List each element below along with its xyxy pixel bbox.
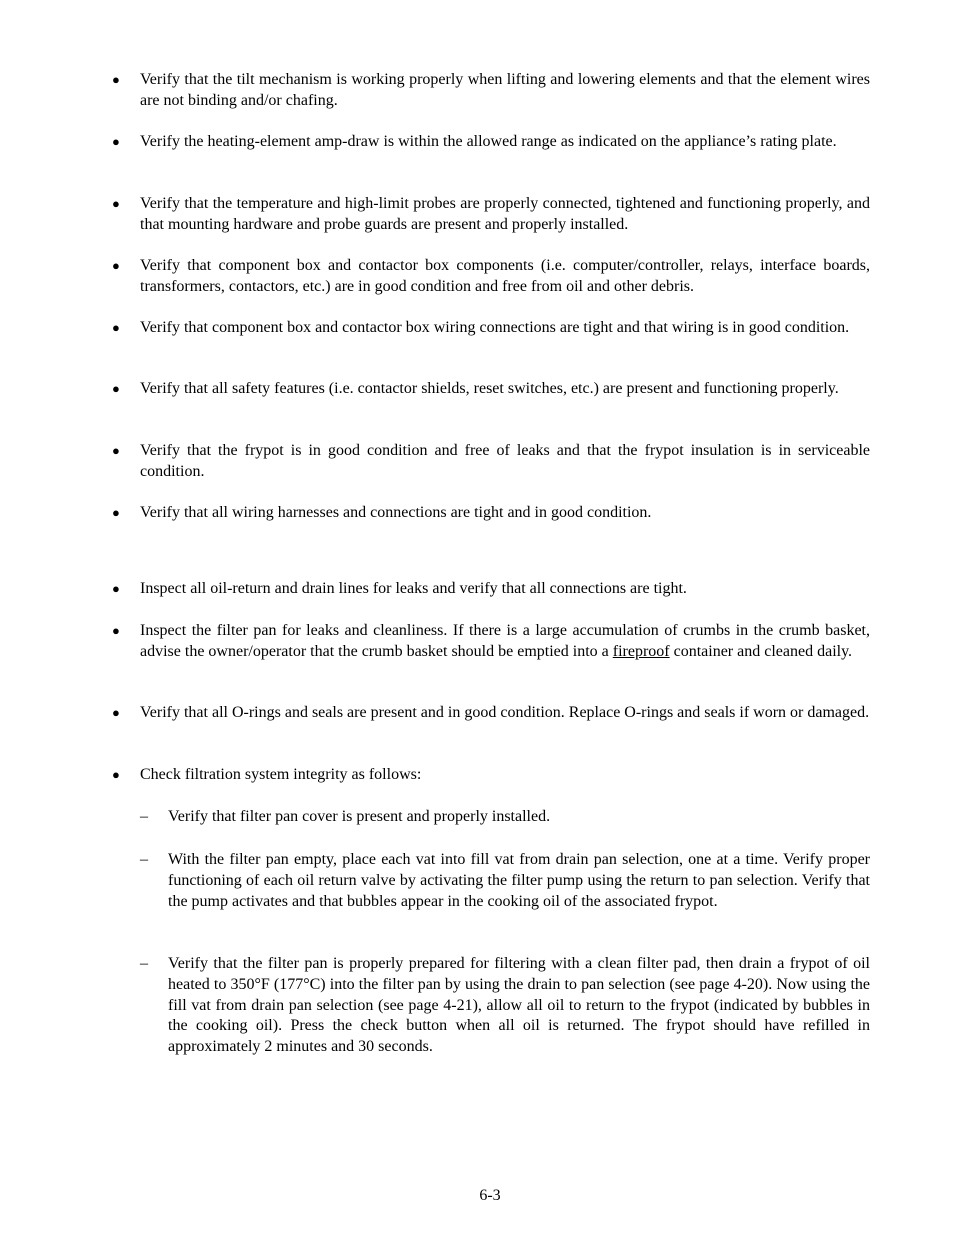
fireproof-emphasis: fireproof [612,642,670,660]
list-item [108,379,870,400]
sub-list-item-text: With the filter pan empty, place each vat into fill vat from drain pan selection, one at a time. Verify proper functioning of each oil return valve by activating the filter pump using the return to pan selection. Verify that the pump activates and that bubbles appear in the cooking oil of the associated frypot. [168,851,870,910]
dash-icon: – [140,851,148,868]
bullet-icon: ● [112,134,120,149]
sub-list-item [140,850,870,912]
list-item [108,441,870,483]
list-item-text: Verify the heating-element amp-draw is within the allowed range as indicated on the appliance’s rating plate. [140,133,837,150]
sub-list-item [140,954,870,1058]
list-item [108,621,870,663]
list-item-text: Verify that all wiring harnesses and connections are tight and in good condition. [140,504,652,521]
list-item [108,765,870,786]
list-item [108,579,870,600]
list-item-text: Check filtration system integrity as follows: [140,766,422,783]
list-item-text: Verify that the temperature and high-limit probes are properly connected, tightened and functioning properly, and that mounting hardware and probe guards are present and properly installed. [140,195,870,233]
sub-list-item [140,807,870,828]
list-item-text: Verify that component box and contactor box wiring connections are tight and that wiring is in good condition. [140,319,850,336]
bullet-icon: ● [112,623,120,638]
bullet-icon: ● [112,443,120,458]
page-number: 6-3 [479,1187,501,1204]
filter-pan-text-end: container and cleaned daily. [669,642,853,660]
bullet-icon: ● [112,381,120,396]
bullet-icon: ● [112,72,120,87]
list-item-text: Verify that the frypot is in good condition and free of leaks and that the frypot insulation is in serviceable condition. [140,442,870,480]
list-item-text: Inspect all oil-return and drain lines for leaks and verify that all connections are tight. [140,580,687,597]
dash-icon: – [140,808,148,825]
list-item-text: Verify that the tilt mechanism is working properly when lifting and lowering elements and that the element wires are not binding and/or chafing. [140,71,870,109]
bullet-icon: ● [112,505,120,520]
list-item [108,132,870,153]
list-item-text: Verify that all O-rings and seals are present and in good condition. Replace O-rings and seals if worn or damaged. [140,704,870,721]
list-item-text [140,621,870,663]
sub-list-item-text: Verify that filter pan cover is present and properly installed. [168,808,551,825]
bullet-icon: ● [112,196,120,211]
bullet-icon: ● [112,320,120,335]
list-item-text: Verify that component box and contactor box components (i.e. computer/controller, relays, interface boards, transformers, contactors, etc.) are in good condition and free from oil and other debris. [140,257,870,295]
bullet-icon: ● [112,705,120,720]
sub-list-item-text: Verify that the filter pan is properly prepared for filtering with a clean filter pad, then drain a frypot of oil heated to 350°F (177°C) into the filter pan by using the drain to pan selection (see page 4-20). Now using the fill vat from drain pan selection (see page 4-21), allow all oil to return to the frypot (indicated by bubbles in the cooking oil). Press the check button when all oil is returned. The frypot should have refilled in approximately 2 minutes and 30 seconds. [168,955,870,1056]
bullet-icon: ● [112,767,120,782]
bullet-icon: ● [112,258,120,273]
list-item-text: Verify that all safety features (i.e. contactor shields, reset switches, etc.) are present and functioning properly. [140,380,839,397]
list-item [108,194,870,236]
list-item [108,318,870,339]
list-item [108,256,870,298]
filter-pan-text: Inspect the filter pan for leaks and cleanliness. If there is a large accumulation of crumbs in the crumb basket, advise the owner/operator that the crumb basket should be emptied into a [140,622,870,660]
list-item [108,703,870,724]
dash-icon: – [140,955,148,972]
list-item [108,70,870,112]
list-item [108,503,870,524]
bullet-icon: ● [112,581,120,596]
